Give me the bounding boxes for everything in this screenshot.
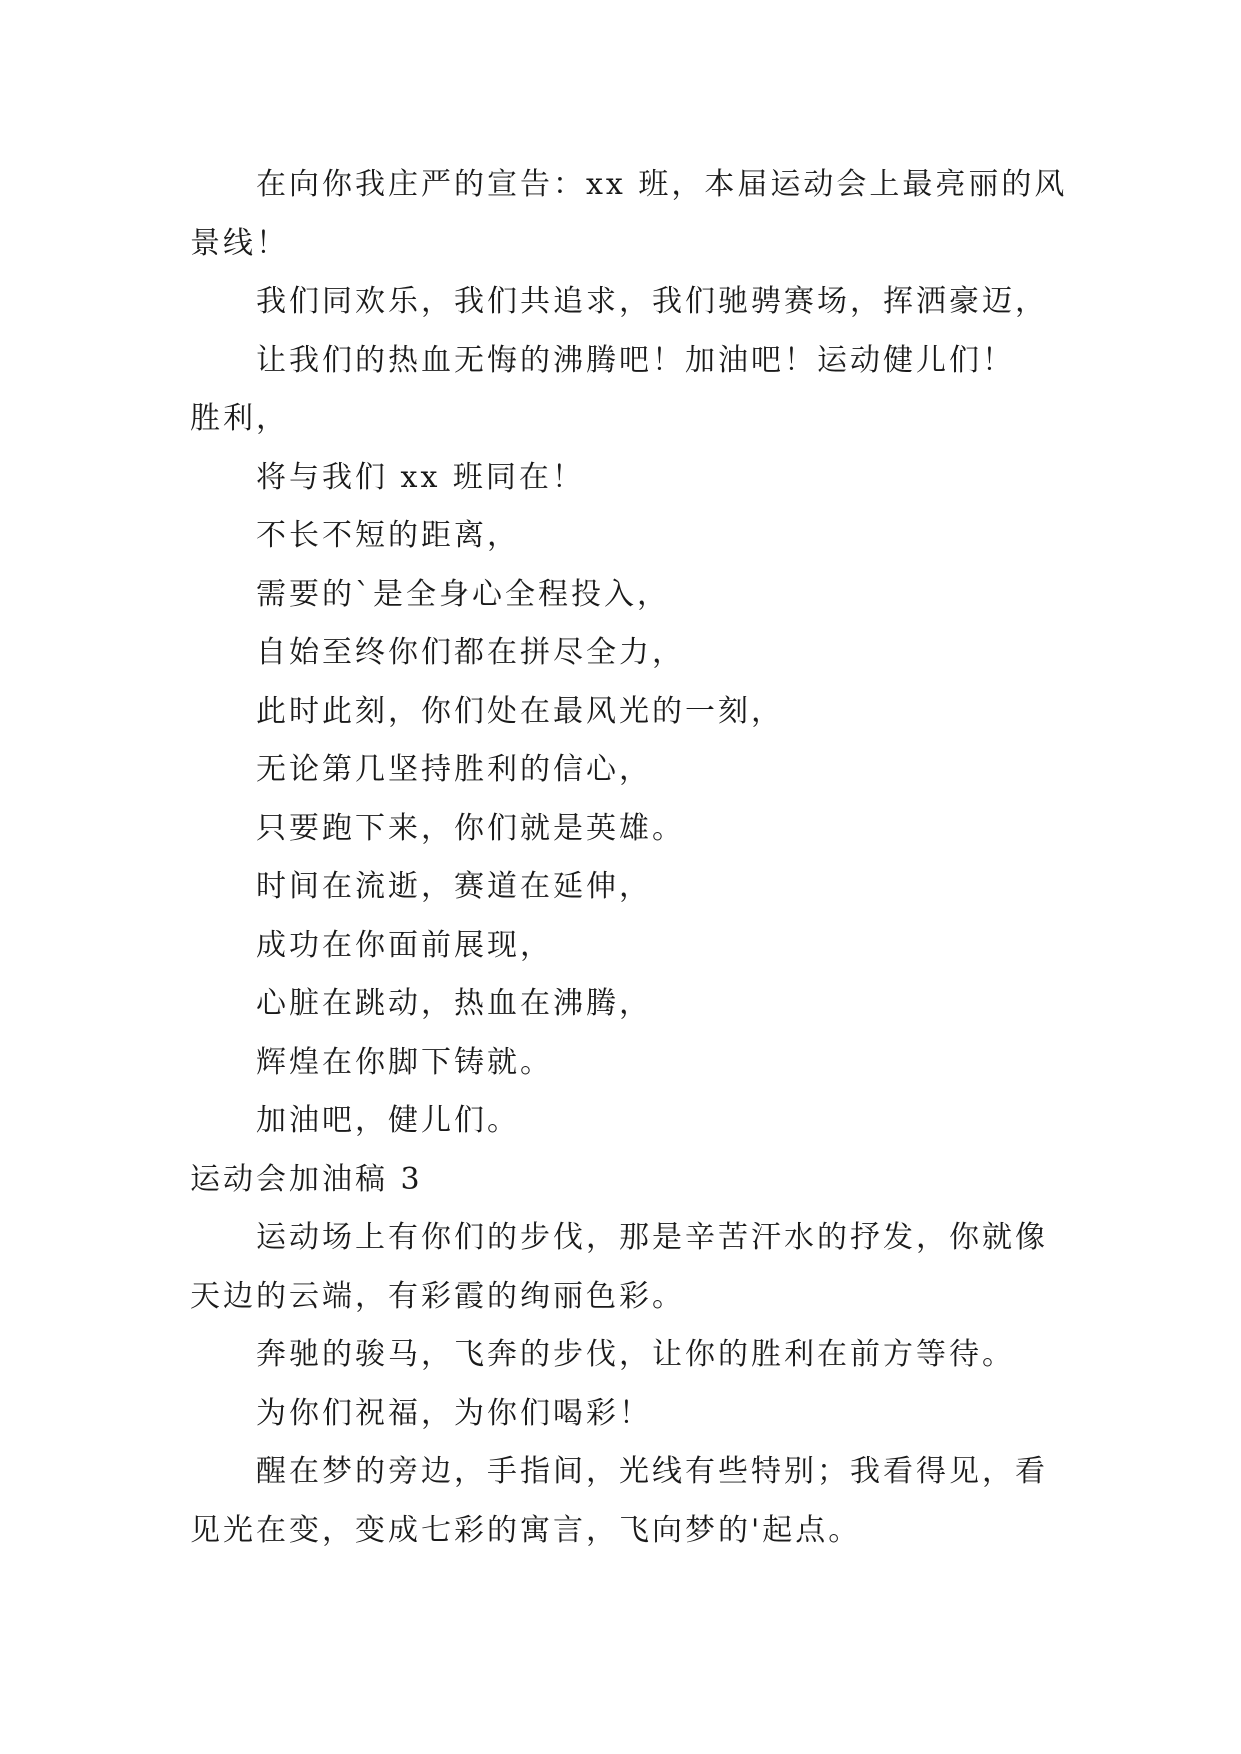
paragraph-line: 醒在梦的旁边，手指间，光线有些特别；我看得见，看 — [256, 1454, 1048, 1489]
paragraph-line: 心脏在跳动，热血在沸腾， — [256, 986, 652, 1021]
paragraph-line: 只要跑下来，你们就是英雄。 — [256, 811, 685, 846]
paragraph-line: 运动场上有你们的步伐，那是辛苦汗水的抒发，你就像 — [256, 1220, 1048, 1255]
paragraph-line: 景线！ — [190, 226, 289, 261]
paragraph-line: 需要的`是全身心全程投入， — [256, 577, 670, 612]
paragraph-line: 将与我们 xx 班同在！ — [256, 460, 585, 495]
paragraph-line: 时间在流逝，赛道在延伸， — [256, 869, 652, 904]
paragraph-line: 奔驰的骏马，飞奔的步伐，让你的胜利在前方等待。 — [256, 1337, 1015, 1372]
paragraph-line: 加油吧，健儿们。 — [256, 1103, 520, 1138]
paragraph-line: 自始至终你们都在拼尽全力， — [256, 635, 685, 670]
paragraph-line: 辉煌在你脚下铸就。 — [256, 1045, 553, 1080]
paragraph-line: 见光在变，变成七彩的寓言，飞向梦的'起点。 — [190, 1513, 862, 1548]
paragraph-line: 不长不短的距离， — [256, 518, 520, 553]
paragraph-line: 无论第几坚持胜利的信心， — [256, 752, 652, 787]
paragraph-line: 胜利， — [190, 401, 289, 436]
paragraph-line: 在向你我庄严的宣告：xx 班，本届运动会上最亮丽的风 — [256, 167, 1068, 202]
paragraph-line: 我们同欢乐，我们共追求，我们驰骋赛场，挥洒豪迈， — [256, 284, 1048, 319]
paragraph-line: 此时此刻，你们处在最风光的一刻， — [256, 694, 784, 729]
paragraph-line: 成功在你面前展现， — [256, 928, 553, 963]
paragraph-line: 为你们祝福，为你们喝彩！ — [256, 1396, 652, 1431]
paragraph-line: 让我们的热血无悔的沸腾吧！加油吧！运动健儿们！ — [256, 343, 1015, 378]
paragraph-line: 天边的云端，有彩霞的绚丽色彩。 — [190, 1279, 685, 1314]
section-heading: 运动会加油稿 3 — [190, 1162, 423, 1197]
